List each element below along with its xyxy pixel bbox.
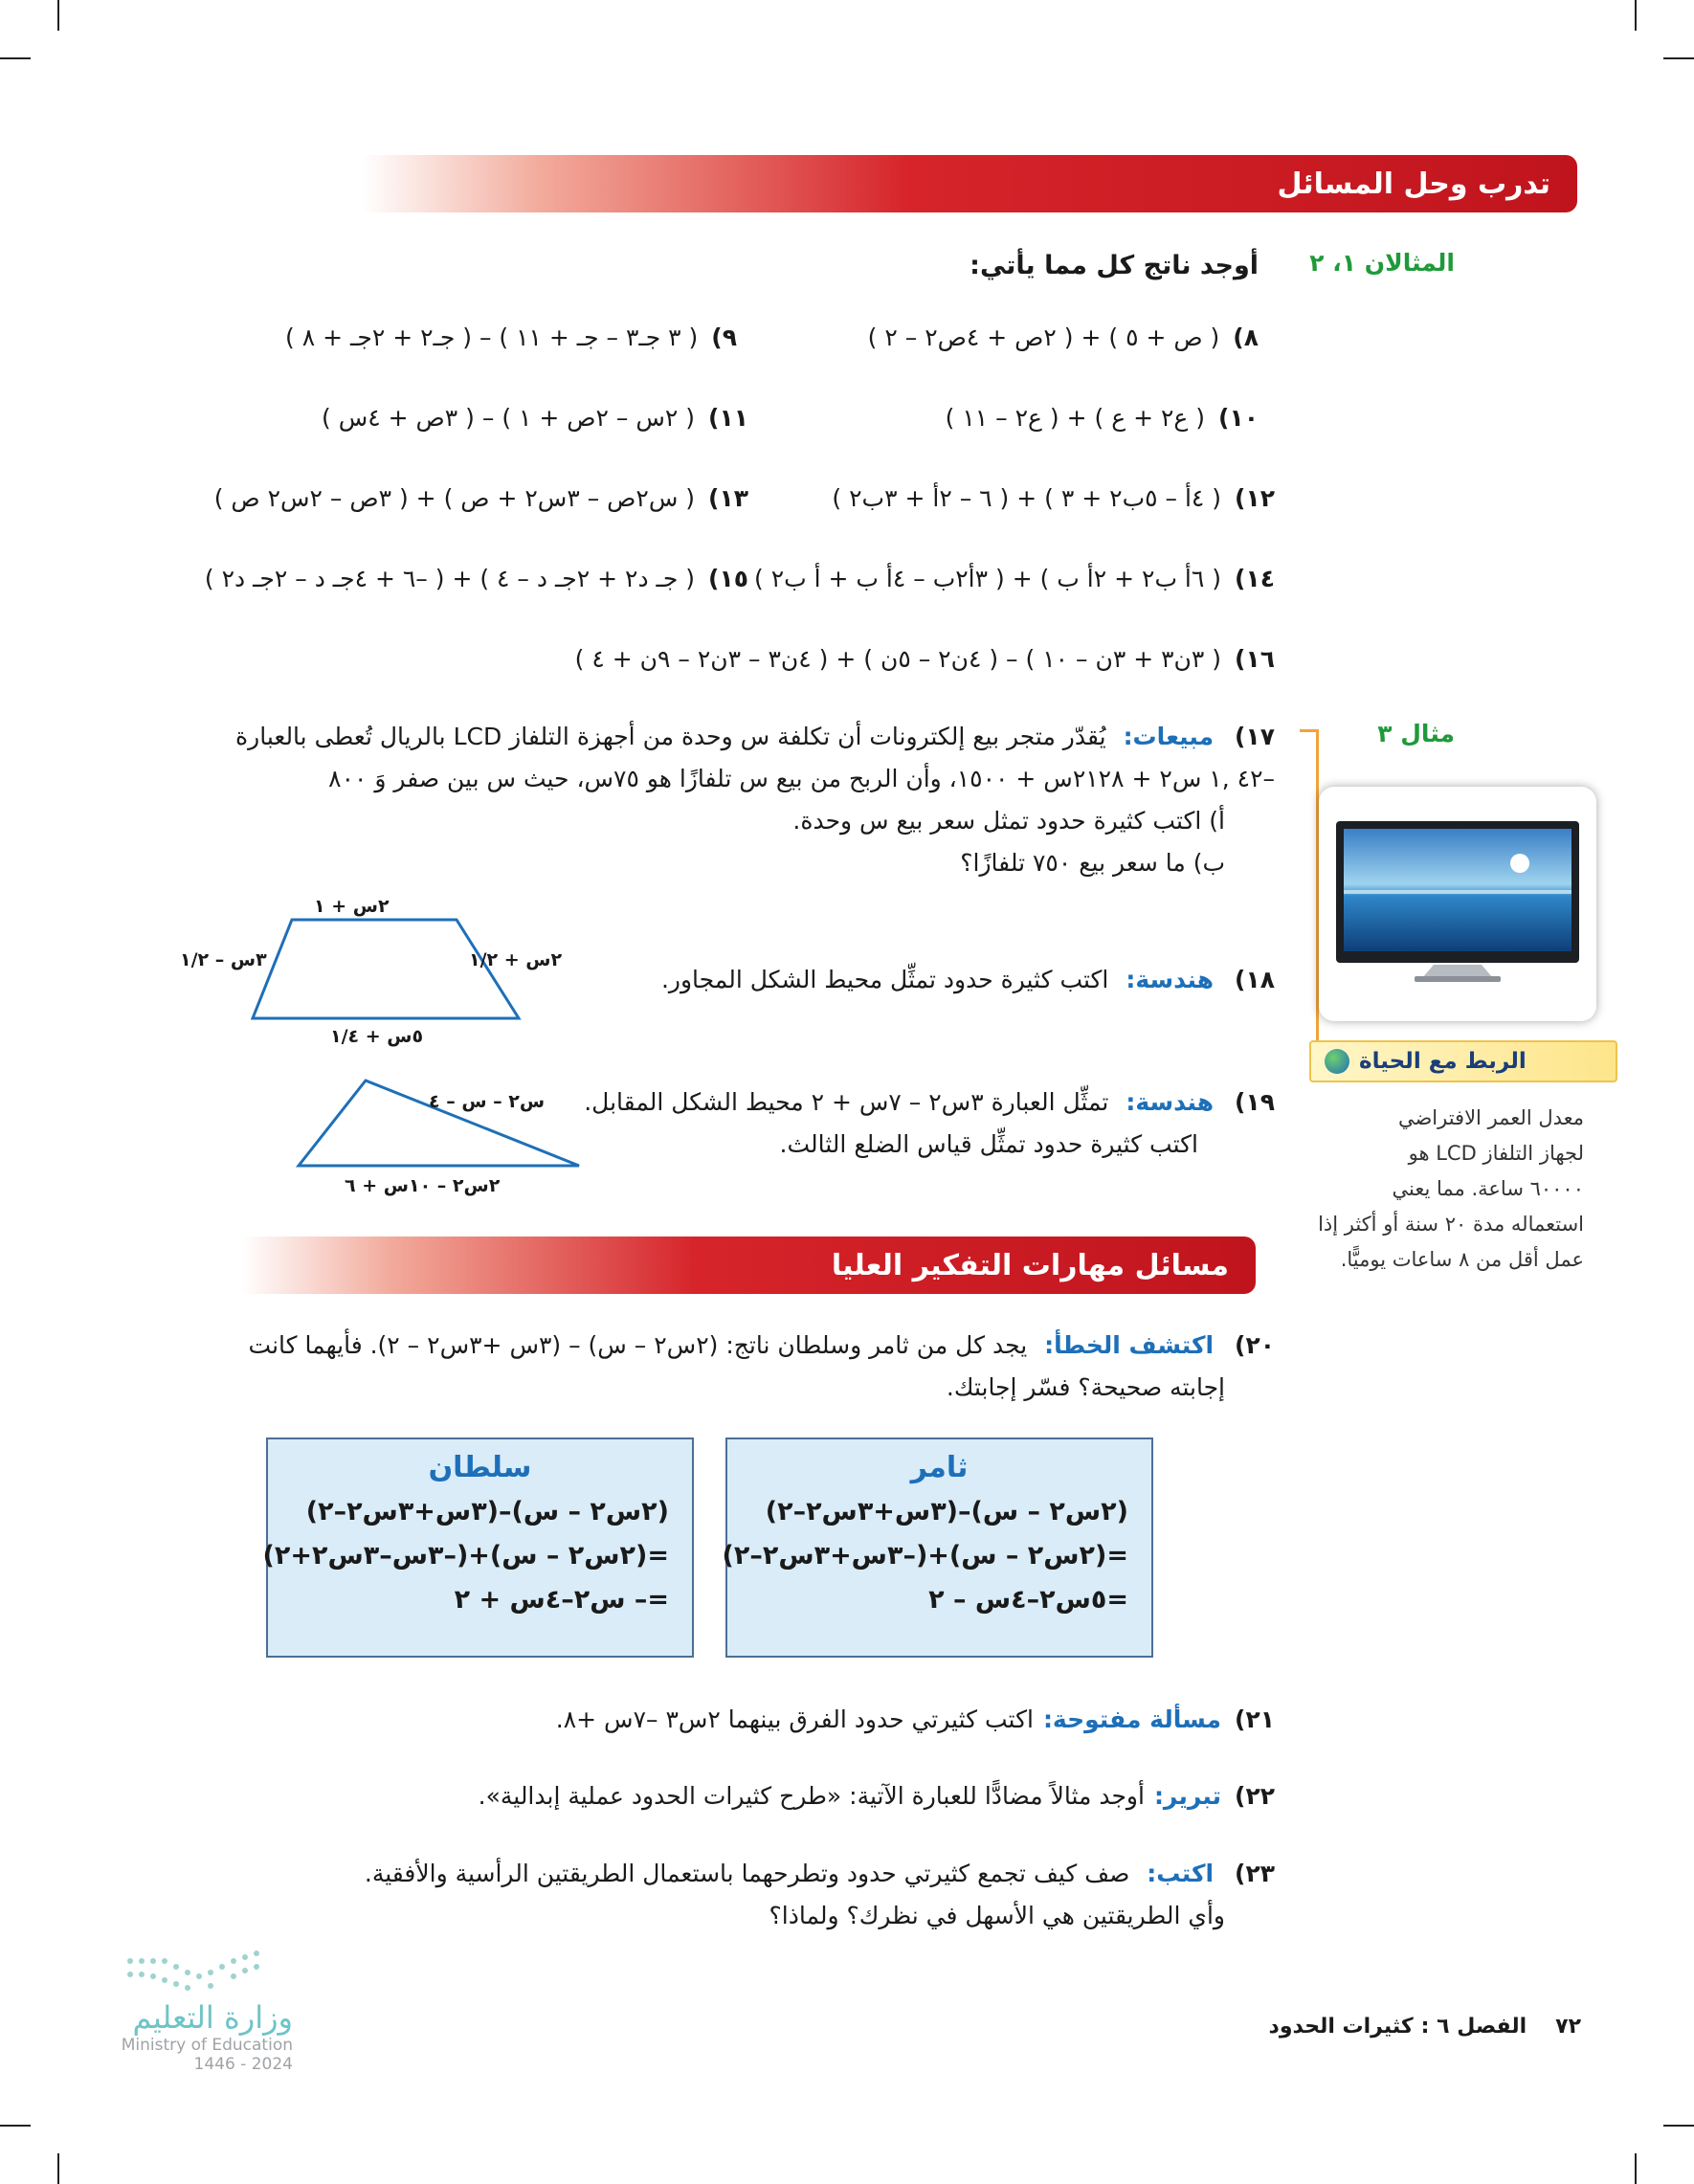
sultan-name: سلطان [428, 1451, 532, 1484]
crop-mark [0, 57, 31, 59]
trapezoid-left-label: ٣س – ١/٢ [180, 949, 267, 970]
q18-number: ١٨) [1235, 966, 1275, 993]
q19-number: ١٩) [1235, 1088, 1275, 1116]
q23-text: صف كيف تجمع كثيرتي حدود وتطرحهما باستعمال الطريقتين الرأسية والأفقية. [364, 1860, 1130, 1887]
q23-line2: وأي الطريقتين هي الأسهل في نظرك؟ ولماذا؟ [769, 1902, 1225, 1929]
chapter-title: كثيرات الحدود [1268, 2015, 1414, 2039]
crop-mark [1635, 0, 1637, 31]
ministry-name-arabic: وزارة التعليم [132, 1999, 293, 2036]
trapezoid-right-label: ٢س + ١/٢ [469, 949, 563, 970]
exercise-number: ١٠) [1218, 403, 1259, 432]
thamer-solution-box [722, 1437, 1153, 1658]
trapezoid-bottom-label: ٥س + ١/٤ [330, 1026, 424, 1047]
examples-1-2-label: المثالان ١، ٢ [1309, 249, 1455, 277]
side-note-line: معدل العمر الافتراضي [1397, 1106, 1584, 1129]
q19-block [584, 1081, 1275, 1166]
q21-number: ٢١) [1235, 1705, 1275, 1733]
exercise-number: ١٦) [1235, 644, 1275, 673]
exercise-16 [575, 639, 1275, 678]
ministry-year: 2024 - 1446 [193, 2055, 293, 2074]
practice-section-title: تدرب وحل المسائل [1277, 167, 1550, 201]
q18-text: اكتب كثيرة حدود تمثِّل محيط الشكل المجاور. [660, 966, 1109, 993]
q17-number: ١٧) [1235, 723, 1275, 750]
instruction-text: أوجد ناتج كل مما يأتي: [970, 251, 1259, 280]
ministry-name-english: Ministry of Education [121, 2036, 293, 2055]
thamer-step: (٢س٢ – س)–(٣س+٣س٢–٢) [765, 1497, 1128, 1527]
exercise-8 [868, 318, 1259, 356]
exercise-13 [214, 479, 748, 517]
q20-line1 [193, 1325, 1275, 1367]
ministry-logo [92, 1948, 293, 2074]
exercise-12 [832, 479, 1275, 517]
q20-number: ٢٠) [1235, 1331, 1275, 1359]
triangle-side-label: س٢ – س – ٤ [429, 1091, 546, 1112]
example-3-label: مثال ٣ [1377, 720, 1455, 747]
q22-block [479, 1776, 1275, 1815]
exercise-10 [946, 398, 1259, 436]
triangle-figure [287, 1072, 593, 1177]
q20-line2: إجابته صحيحة؟ فسّر إجابتك. [946, 1373, 1225, 1401]
side-note-line: ٦٠٠٠٠ ساعة. مما يعني [1392, 1177, 1584, 1200]
globe-icon [1325, 1049, 1349, 1074]
thamer-name: ثامر [910, 1451, 969, 1484]
q20-block [193, 1325, 1275, 1409]
exercise-number: ١١) [708, 403, 748, 432]
q17-text: يُقدّر متجر بيع إلكترونات أن تكلفة س وحدة من أجهزة التلفاز LCD بالريال تُعطى بالعبارة [235, 723, 1106, 750]
crop-mark [1635, 2153, 1637, 2184]
q19-text: تمثِّل العبارة ٣س٢ – ٧س + ٢ محيط الشكل المقابل. [584, 1088, 1109, 1116]
q18-block [661, 959, 1275, 1001]
exercise-expression: ( جـ د٢ + ٢جـ د – ٤ ) + ( –٦ + ٤جـ د – ٢جـ د٢ ) [204, 564, 696, 592]
exercise-expression: ( ص + ٥ ) + ( ٢ص + ٤ص٢ – ٢ ) [867, 323, 1220, 351]
q23-keyword: اكتب: [1147, 1860, 1215, 1887]
q19-keyword: هندسة: [1126, 1088, 1215, 1116]
exercise-number: ٩) [711, 323, 737, 351]
q17-keyword: مبيعات: [1123, 723, 1215, 750]
side-note-line: لجهاز التلفاز LCD هو [1408, 1142, 1584, 1165]
q17-line2: –٤٢ ,١ س٢ + ٢١٢٨س + ١٥٠٠، وأن الربح من بيع س تلفازًا هو ٧٥س، حيث س بين صفر وَ ٨٠٠ [328, 765, 1275, 792]
exercise-9 [285, 318, 737, 356]
life-connection-tag [1309, 1040, 1617, 1082]
side-note-line: عمل أقل من ٨ ساعات يوميًّا. [1340, 1248, 1584, 1271]
exercise-expression: ( ٤أ – ٥ب٢ + ٣ ) + ( ٦ – ٢أ + ٣ب٢ ) [832, 483, 1222, 512]
crop-mark [1663, 57, 1694, 59]
page-number: ٧٢ [1555, 2015, 1581, 2039]
lcd-tv-image-card [1319, 787, 1596, 1021]
q19-line2: اكتب كثيرة حدود تمثِّل قياس الضلع الثالث. [779, 1130, 1198, 1158]
q19-line1 [584, 1081, 1275, 1124]
chapter-label: الفصل ٦ : [1420, 2015, 1527, 2039]
exercise-expression: ( ٣ن٣ + ٣ن – ١٠ ) – ( ٤ن٢ – ٥ن ) + ( ٤ن٣ – ٣ن٢ – ٩ن + ٤ ) [574, 644, 1222, 673]
sultan-step: =(٢س٢ – س)+(–٣س–٣س٢+٢) [262, 1541, 669, 1571]
q21-text: اكتب كثيرتي حدود الفرق بينهما ٢س٣ –٧س +٨. [555, 1705, 1034, 1733]
thamer-step: =(٢س٢ – س)+(–٣س+٣س٢–٢) [722, 1541, 1128, 1571]
triangle-base-label: ٢س٢ – ١٠س + ٦ [345, 1175, 501, 1196]
q21-block [556, 1700, 1275, 1738]
exercise-number: ١٤) [1235, 564, 1275, 592]
sultan-step: (٢س٢ – س)–(٣س+٣س٢–٢) [305, 1497, 669, 1527]
q23-block [365, 1853, 1275, 1937]
page-footer [1269, 2015, 1581, 2039]
q18-keyword: هندسة: [1126, 966, 1215, 993]
q17-part-b: ب) ما سعر بيع ٧٥٠ تلفازًا؟ [960, 849, 1225, 877]
q21-keyword: مسألة مفتوحة: [1042, 1705, 1222, 1733]
thamer-step: =٥س٢–٤س – ٢ [928, 1585, 1128, 1615]
side-note-line: استعماله مدة ٢٠ سنة أو أكثر إذا [1318, 1213, 1584, 1236]
q22-text: أوجد مثالاً مضادًّا للعبارة الآتية: «طرح كثيرات الحدود عملية إبدالية». [478, 1781, 1145, 1810]
life-connection-label: الربط مع الحياة [1359, 1049, 1527, 1074]
exercise-14 [754, 559, 1275, 597]
crop-mark [0, 2125, 31, 2127]
sultan-step: =– س٢–٤س + ٢ [454, 1585, 669, 1615]
side-connector [1300, 729, 1319, 1072]
exercise-expression: ( ٢س – ٢ص + ١ ) – ( ٣ص + ٤س ) [322, 403, 696, 432]
sultan-solution-box [262, 1437, 694, 1658]
side-note [1306, 1101, 1584, 1278]
hots-section-header [241, 1237, 1256, 1294]
exercise-expression: ( ٦أ ب٢ + ٢أ ب ) + ( ٣أ٢ب – ٤أ ب + أ ب٢ ) [754, 564, 1222, 592]
q20-keyword: اكتشف الخطأ: [1044, 1331, 1215, 1359]
q20-text: يجد كل من ثامر وسلطان ناتج: (٢س٢ – س) – (٣س +٣س٢ – ٢). فأيهما كانت [248, 1331, 1028, 1359]
exercise-expression: ( ع٢ + ع ) + ( ع٢ – ١١ ) [945, 403, 1206, 432]
practice-section-header [362, 155, 1577, 212]
q22-keyword: تبرير: [1153, 1781, 1222, 1810]
ministry-dots-icon [121, 1948, 293, 1995]
crop-mark [1663, 2125, 1694, 2127]
crop-mark [57, 0, 59, 31]
exercise-number: ١٥) [708, 564, 748, 592]
exercise-11 [322, 398, 748, 436]
q23-number: ٢٣) [1235, 1860, 1275, 1887]
exercise-expression: ( س٢ص – ٣س٢ + ص ) + ( ٣ص – ٢س٢ ص ) [213, 483, 696, 512]
q17-part-a: أ) اكتب كثيرة حدود تمثل سعر بيع س وحدة. [792, 807, 1225, 835]
crop-mark [57, 2153, 59, 2184]
exercise-number: ٨) [1233, 323, 1259, 351]
lcd-tv-illustration [1319, 787, 1596, 1021]
trapezoid-top-label: ٢س + ١ [314, 896, 390, 917]
exercise-number: ١٣) [708, 483, 748, 512]
hots-section-title: مسائل مهارات التفكير العليا [831, 1248, 1229, 1282]
q17-line1 [212, 716, 1275, 758]
exercise-expression: ( ٣ جـ٣ – جـ + ١١ ) – ( جـ٢ + ٢جـ + ٨ ) [285, 323, 699, 351]
exercise-number: ١٢) [1235, 483, 1275, 512]
exercise-15 [205, 559, 748, 597]
q22-number: ٢٢) [1235, 1781, 1275, 1810]
q23-line1 [365, 1853, 1275, 1895]
q17-block [212, 716, 1275, 884]
